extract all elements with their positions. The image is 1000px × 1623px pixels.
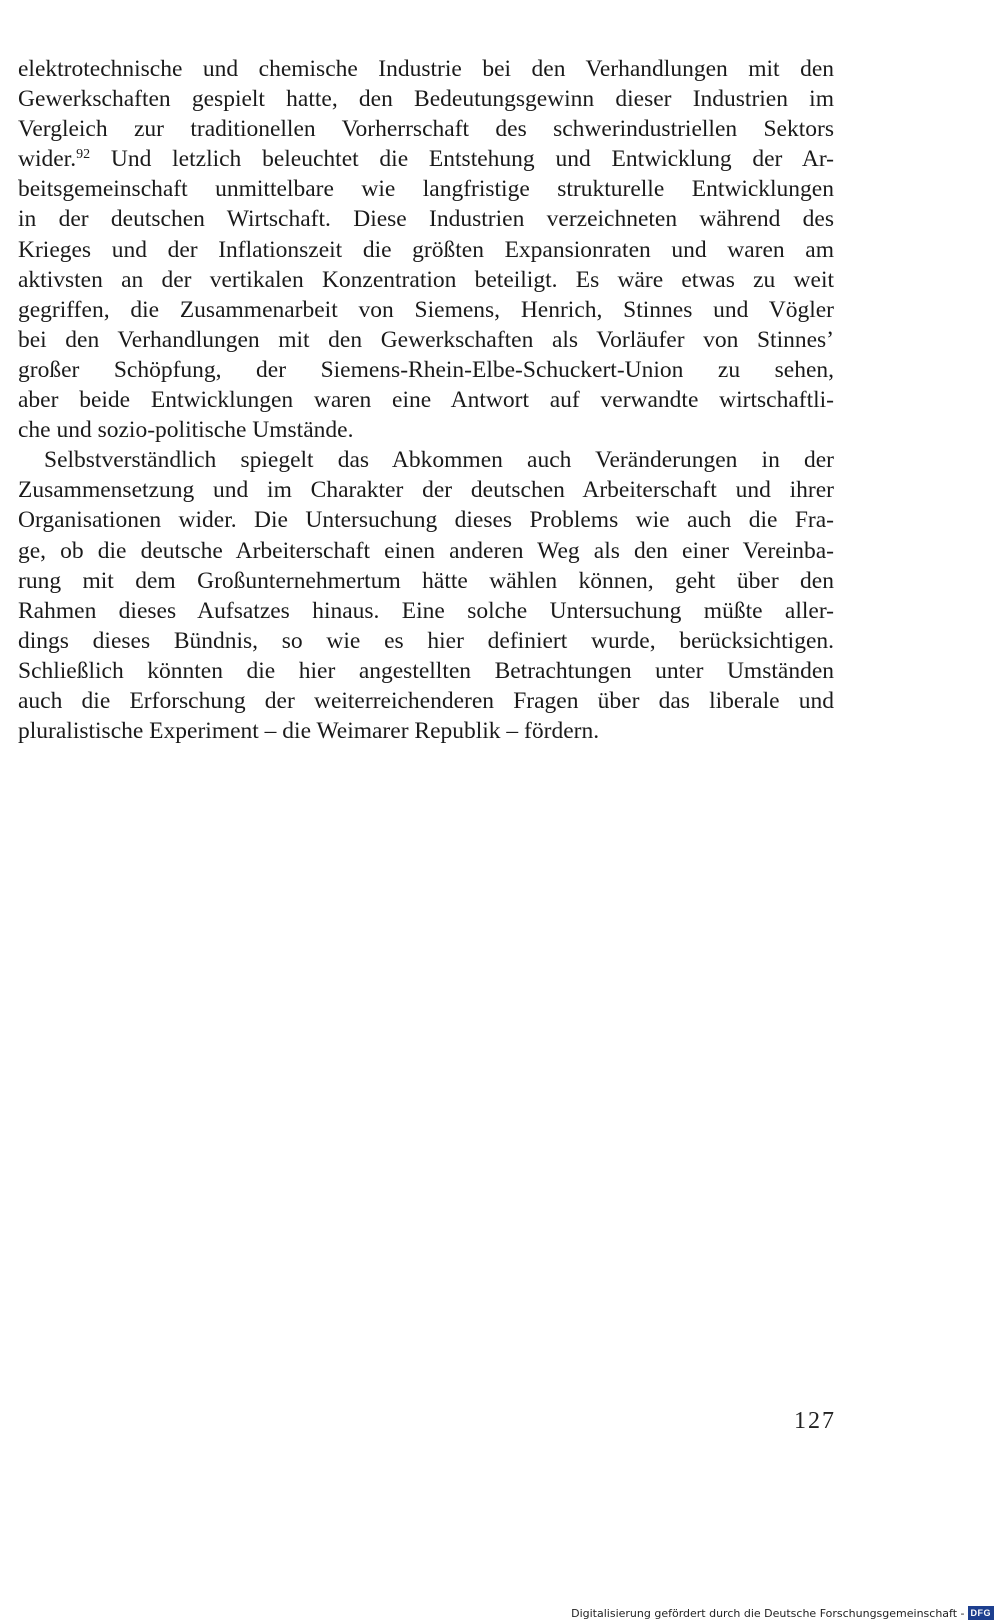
paragraph-1: [18, 54, 834, 445]
paragraph-2: [18, 445, 834, 746]
footer-text: Digitalisierung gefördert durch die Deutsche Forschungsgemeinschaft -: [571, 1606, 965, 1620]
text-line-with-footnote: [18, 144, 834, 174]
text-line: beitsgemeinschaft unmittelbare wie langfristige strukturelle Entwicklungen: [18, 176, 834, 203]
text-line: in der deutschen Wirtschaft. Diese Industrien verzeichneten während des: [18, 206, 834, 233]
body-text: [18, 54, 834, 746]
text-line: Selbstverständlich spiegelt das Abkommen auch Veränderungen in der: [44, 447, 834, 474]
dfg-logo: DFG: [968, 1606, 995, 1620]
digitization-footer: [571, 1605, 994, 1621]
text-line: Vergleich zur traditionellen Vorherrschaft des schwerindustriellen Sektors: [18, 116, 834, 143]
text-line: dings dieses Bündnis, so wie es hier definiert wurde, berücksichtigen.: [18, 627, 834, 654]
text-line-start: wider.: [18, 146, 77, 173]
text-line: Gewerkschaften gespielt hatte, den Bedeutungsgewinn dieser Industrien im: [18, 86, 834, 113]
text-line: auch die Erforschung der weiterreichenderen Fragen über das liberale und: [18, 687, 834, 714]
text-line: Zusammensetzung und im Charakter der deutschen Arbeiterschaft und ihrer: [18, 477, 834, 504]
page-number: 127: [794, 1408, 836, 1434]
footnote-reference: 92: [76, 147, 91, 163]
text-line-rest: Und letzlich beleuchtet die Entstehung und Entwicklung der Ar-: [110, 146, 835, 173]
text-line: großer Schöpfung, der Siemens-Rhein-Elbe-Schuckert-Union zu sehen,: [18, 356, 834, 383]
text-line: Organisationen wider. Die Untersuchung dieses Problems wie auch die Fra-: [18, 507, 834, 534]
text-line: che und sozio-politische Umstände.: [18, 417, 354, 444]
text-line: ge, ob die deutsche Arbeiterschaft einen anderen Weg als den einer Vereinba-: [18, 537, 834, 564]
text-line: Rahmen dieses Aufsatzes hinaus. Eine solche Untersuchung müßte aller-: [18, 597, 834, 624]
text-line: Schließlich könnten die hier angestellten Betrachtungen unter Umständen: [18, 657, 834, 684]
text-line: elektrotechnische und chemische Industrie bei den Verhandlungen mit den: [18, 56, 834, 82]
text-line: aber beide Entwicklungen waren eine Antwort auf verwandte wirtschaftli-: [18, 387, 834, 414]
text-line: pluralistische Experiment – die Weimarer Republik – fördern.: [18, 718, 600, 745]
text-line: gegriffen, die Zusammenarbeit von Siemens, Henrich, Stinnes und Vögler: [18, 296, 834, 323]
text-line: bei den Verhandlungen mit den Gewerkschaften als Vorläufer von Stinnes’: [18, 326, 834, 353]
text-line: rung mit dem Großunternehmertum hätte wählen können, geht über den: [18, 567, 834, 594]
text-line: aktivsten an der vertikalen Konzentration beteiligt. Es wäre etwas zu weit: [18, 266, 834, 293]
text-line: Krieges und der Inflationszeit die größten Expansionraten und waren am: [18, 236, 834, 263]
